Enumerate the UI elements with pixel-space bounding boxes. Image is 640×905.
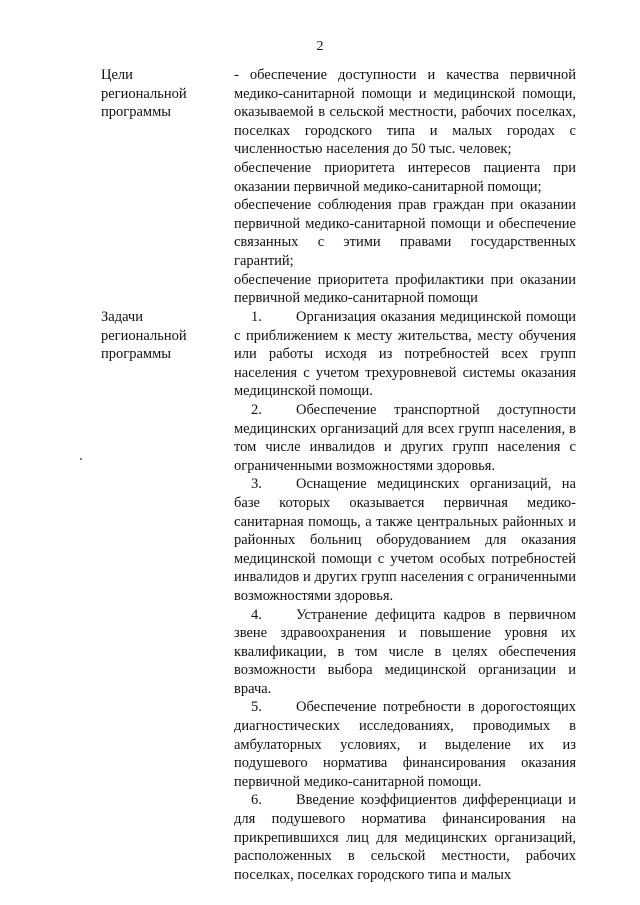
- task-number: 5.: [251, 699, 262, 716]
- task-number: 4.: [251, 606, 262, 623]
- goals-paragraph: - обеспечение доступности и качества первичной медико-санитарной помощи и медицинской помощи, оказываемой в сельской местности, рабочих поселках, поселках городского типа и малых городах с численностью населения до 50 тыс. человек;: [234, 67, 576, 158]
- task-item: [234, 606, 576, 699]
- task-text: Оснащение медицинских организаций, на базе которых оказывается первичная медико-санитарная помощь, а также центральных районных и районных больниц оборудованием для оказания медицинской помощи с учетом особых потребностей инвалидов и других групп населения с ограниченными возможностями здоровья.: [234, 476, 576, 604]
- task-item: [234, 308, 576, 401]
- task-text: Обеспечение транспортной доступности медицинских организаций для всех групп населения, в том числе инвалидов и других групп населения с ограниченными возможностями здоровья.: [234, 401, 576, 474]
- goals-section-label: Цели региональной программы: [101, 67, 187, 121]
- task-text: Обеспечение потребности в дорогостоящих диагностических исследованиях, проводимых в амбулаторных условиях, и выделение их из подушевого норматива финансирования оказания первичной медико-санитарной помощи.: [234, 699, 576, 790]
- goals-section-body: [234, 66, 576, 308]
- goals-paragraph: обеспечение приоритета интересов пациента при оказании первичной медико-санитарной помощи;: [234, 159, 576, 195]
- task-number: 3.: [251, 476, 262, 493]
- task-text: Организация оказания медицинской помощи с приближением к месту жительства, месту обучения или работы исходя из потребностей всех групп населения с учетом трехуровневой системы оказания медицинской помощи.: [234, 309, 576, 400]
- scan-speck: [80, 458, 82, 460]
- tasks-section-label: Задачи региональной программы: [101, 309, 187, 363]
- task-number: 2.: [251, 401, 262, 418]
- task-item: [234, 401, 576, 475]
- task-item: [234, 698, 576, 791]
- goals-paragraph: обеспечение соблюдения прав граждан при оказании первичной медико-санитарной помощи и обеспечение связанных с этими правами государственных гарантий;: [234, 197, 576, 269]
- goals-paragraph: обеспечение приоритета профилактики при оказании первичной медико-санитарной помощи: [234, 271, 576, 307]
- task-item: [234, 791, 576, 884]
- tasks-section-body: [234, 308, 576, 884]
- task-text: Устранение дефицита кадров в первичном звене здравоохранения и повышение уровня их квалификации, в том числе в целях обеспечения возможности выбора медицинской организации и врача.: [234, 606, 576, 697]
- task-number: 1.: [251, 309, 262, 325]
- task-item: [234, 475, 576, 605]
- task-number: 6.: [251, 792, 262, 809]
- page-number: 2: [316, 39, 324, 54]
- task-text: Введение коэффициентов дифференциаци и для подушевого норматива финансирования на прикрепившихся лиц для медицинских организаций, расположенных в сельской местности, рабочих поселках, поселках городского типа и малых: [234, 792, 576, 883]
